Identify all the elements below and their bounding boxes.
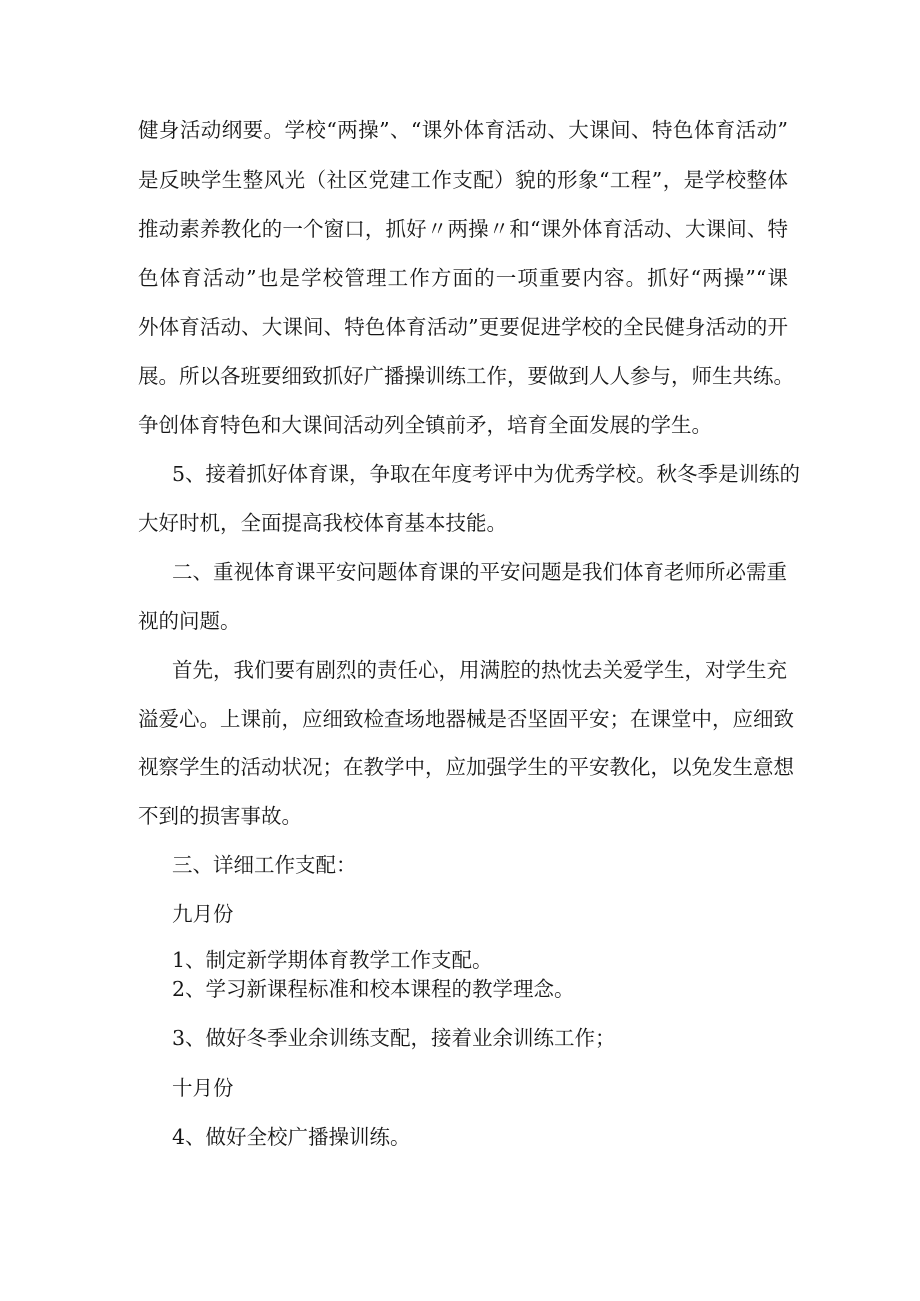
paragraph-2-line-1: 5、接着抓好体育课，争取在年度考评中为优秀学校。秋冬季是训练的 bbox=[172, 462, 801, 486]
paragraph-4-line-2: 溢爱心。上课前，应细致检查场地器械是否坚固平安；在课堂中，应细致 bbox=[138, 707, 794, 731]
paragraph-4-line-3: 视察学生的活动状况；在教学中，应加强学生的平安教化，以免发生意想 bbox=[138, 755, 794, 779]
paragraph-1-line-7: 争创体育特色和大课间活动列全镇前矛，培育全面发展的学生。 bbox=[138, 413, 712, 437]
list-item-3: 3、做好冬季业余训练支配，接着业余训练工作； bbox=[172, 1026, 616, 1050]
paragraph-1-line-2: 是反映学生整风光（社区党建工作支配）貌的形象“工程”，是学校整体 bbox=[138, 168, 788, 192]
paragraph-4-line-1: 首先，我们要有剧烈的责任心，用满腔的热忱去关爱学生，对学生充 bbox=[172, 658, 787, 682]
paragraph-3-line-1: 二、重视体育课平安问题体育课的平安问题是我们体育老师所必需重 bbox=[172, 560, 787, 584]
paragraph-1-line-6: 展。所以各班要细致抓好广播操训练工作，要做到人人参与，师生共练。 bbox=[138, 364, 794, 388]
month-heading-october: 十月份 bbox=[172, 1076, 234, 1100]
paragraph-4-line-4: 不到的损害事故。 bbox=[138, 804, 302, 828]
month-heading-september: 九月份 bbox=[172, 902, 234, 926]
paragraph-1-line-4: 色体育活动”也是学校管理工作方面的一项重要内容。抓好“两操”“课 bbox=[138, 266, 788, 290]
paragraph-3-line-2: 视的问题。 bbox=[138, 609, 241, 633]
list-item-4: 4、做好全校广播操训练。 bbox=[172, 1125, 411, 1149]
paragraph-1-line-3: 推动素养教化的一个窗口，抓好〃两操〃和“课外体育活动、大课间、特 bbox=[138, 217, 788, 241]
paragraph-1-line-1: 健身活动纲要。学校“两操”、“课外体育活动、大课间、特色体育活动” bbox=[138, 118, 788, 142]
section-heading: 三、详细工作支配： bbox=[172, 853, 357, 877]
list-item-2: 2、学习新课程标准和校本课程的教学理念。 bbox=[172, 977, 575, 1001]
list-item-1: 1、制定新学期体育教学工作支配。 bbox=[172, 948, 493, 972]
paragraph-2-line-2: 大好时机，全面提高我校体育基本技能。 bbox=[138, 511, 507, 535]
paragraph-1-line-5: 外体育活动、大课间、特色体育活动”更要促进学校的全民健身活动的开 bbox=[138, 315, 788, 339]
